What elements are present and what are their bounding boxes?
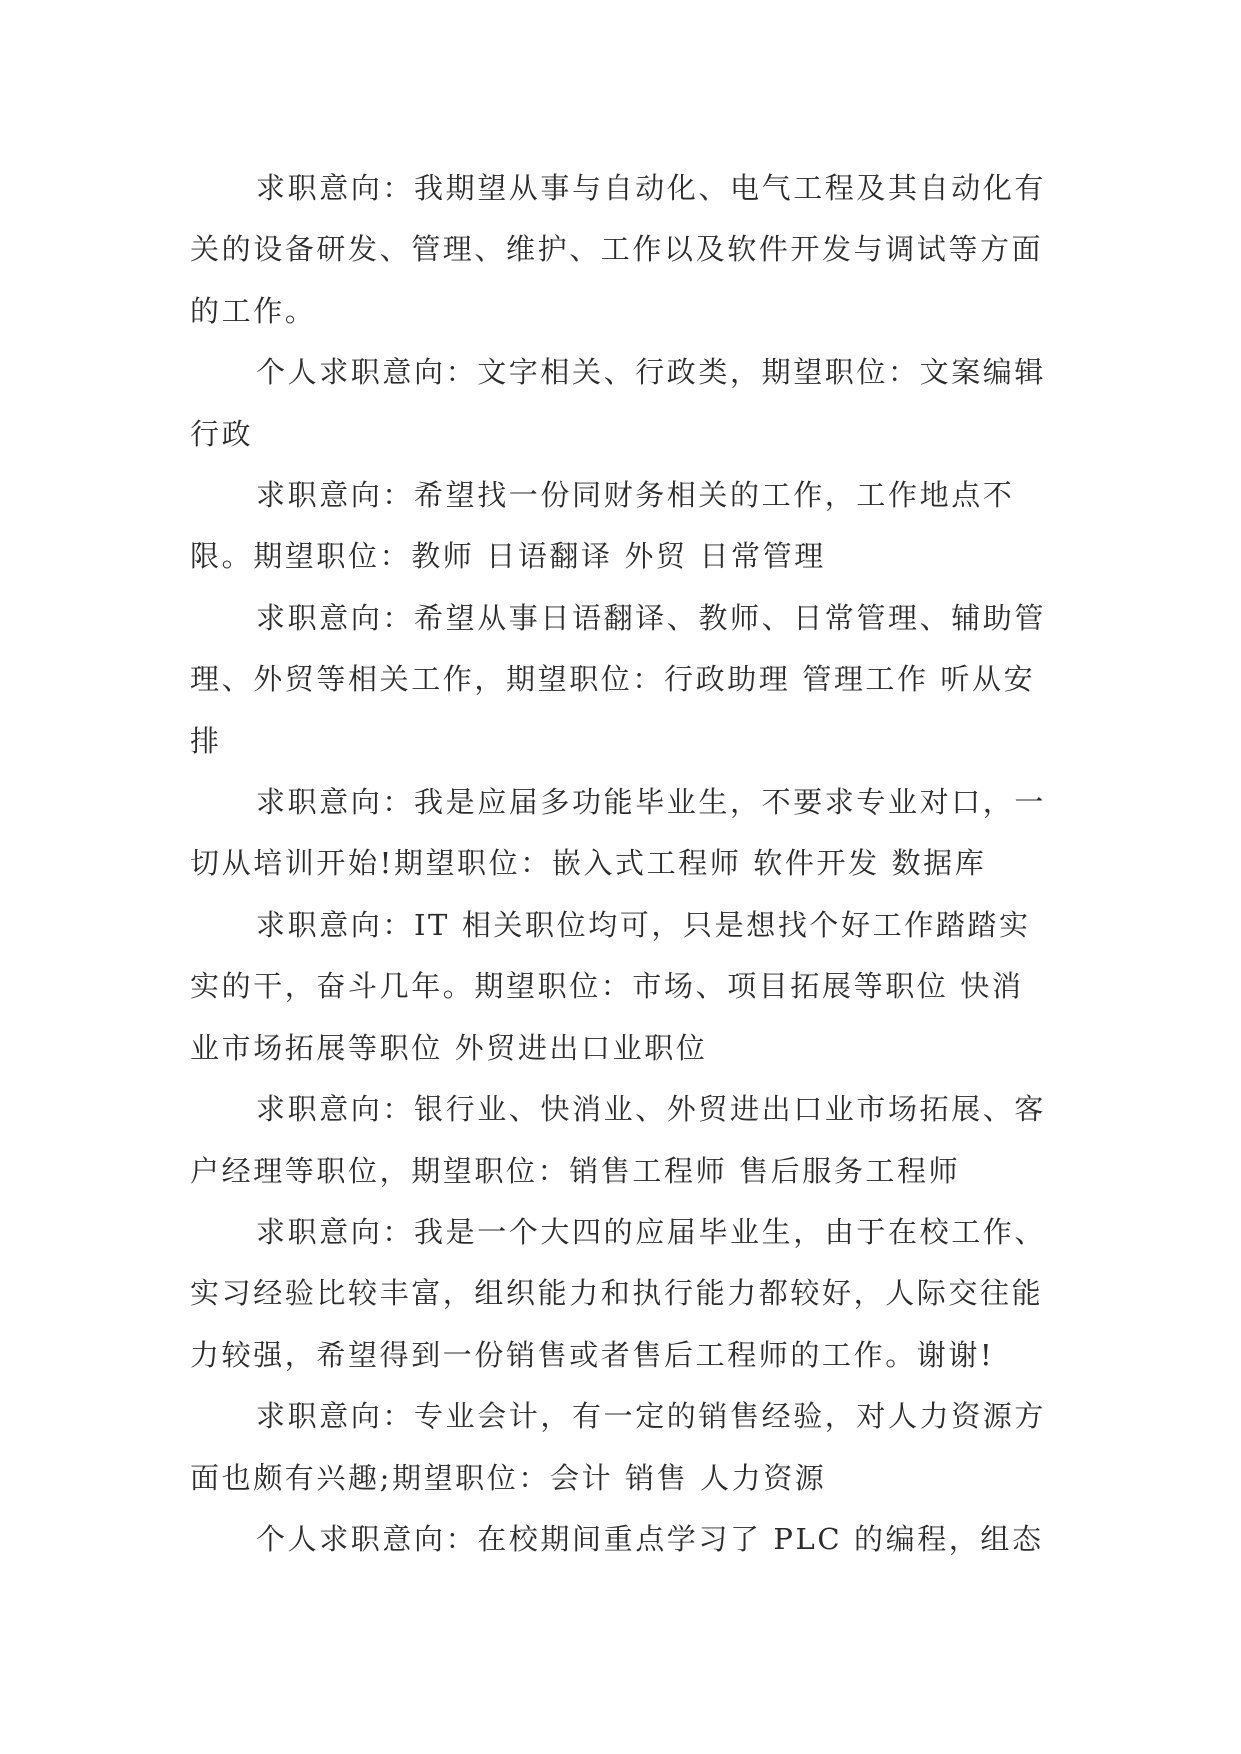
- paragraph-1: 求职意向：我期望从事与自动化、电气工程及其自动化有关的设备研发、管理、维护、工作以及软件开发与调试等方面的工作。: [190, 171, 1047, 328]
- paragraph-6: 求职意向：IT 相关职位均可，只是想找个好工作踏踏实实的干，奋斗几年。期望职位：市场、项目拓展等职位 快消业市场拓展等职位 外贸进出口业职位: [190, 907, 1031, 1065]
- paragraph-9: 求职意向：专业会计，有一定的销售经验，对人力资源方面也颇有兴趣;期望职位：会计 销售 人力资源: [190, 1399, 1047, 1495]
- paragraph-10: 个人求职意向：在校期间重点学习了 PLC 的编程，组态: [256, 1521, 1044, 1556]
- paragraph-2: 个人求职意向：文字相关、行政类，期望职位：文案编辑 行政: [190, 355, 1058, 451]
- paragraph-3: 求职意向：希望找一份同财务相关的工作，工作地点不限。期望职位：教师 日语翻译 外贸 日常管理: [190, 478, 1015, 574]
- paragraph-8: 求职意向：我是一个大四的应届毕业生，由于在校工作、实习经验比较丰富，组织能力和执行能力都较好，人际交往能力较强，希望得到一份销售或者售后工程师的工作。谢谢!: [190, 1214, 1047, 1372]
- paragraph-4: 求职意向：希望从事日语翻译、教师、日常管理、辅助管理、外贸等相关工作，期望职位：行政助理 管理工作 听从安排: [190, 600, 1047, 758]
- paragraph-7: 求职意向：银行业、快消业、外贸进出口业市场拓展、客户经理等职位，期望职位：销售工程师 售后服务工程师: [190, 1092, 1047, 1188]
- document-body: [190, 158, 1058, 1570]
- paragraph-5: 求职意向：我是应届多功能毕业生，不要求专业对口，一切从培训开始!期望职位：嵌入式工程师 软件开发 数据库: [190, 785, 1047, 881]
